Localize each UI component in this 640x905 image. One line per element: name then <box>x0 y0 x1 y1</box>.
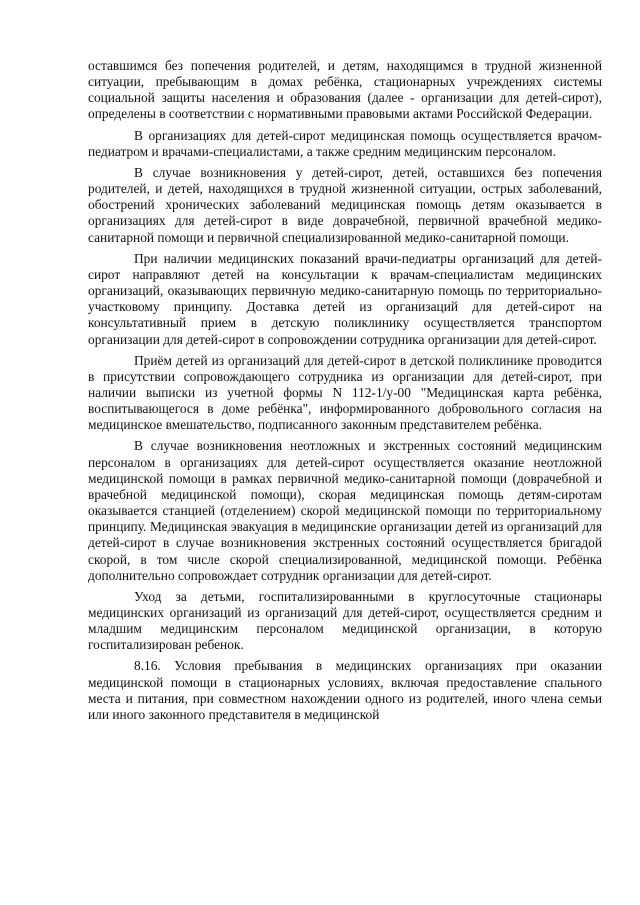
paragraph-section-8-16: 8.16. Условия пребывания в медицинских организациях при оказании медицинской помощи в стационарных условиях, включая предоставление спального места и питания, при совместном нахождении одного из родителей, иного члена семьи или иного законного представителя в медицинской <box>88 658 602 722</box>
paragraph-hospital-care: Уход за детьми, госпитализированными в круглосуточные стационары медицинских организаций из организаций для детей-сирот, осуществляется средним и младшим медицинским персоналом медицинской организации, в которую госпитализирован ребенок. <box>88 588 602 653</box>
paragraph-emergency-care: В случае возникновения неотложных и экстренных состояний медицинским персоналом в организациях для детей-сирот осуществляется оказание неотложной медицинской помощи в рамках первичной медико-санитарной помощи (доврачебной и врачебной медицинской помощи), скорая медицинская помощь детям-сиротам оказывается станцией (отделением) скорой медицинской помощи по территориальному принципу. Медицинская эвакуация в медицинские организации детей из организаций для детей-сирот в случае возникновения экстренных состояний осуществляется бригадой скорой, в том числе скорой специализированной, медицинской помощи. Ребёнка дополнительно сопровождает сотрудник организации для детей-сирот. <box>88 438 602 583</box>
document-page <box>88 58 602 728</box>
paragraph-medical-care-staff: В организациях для детей-сирот медицинская помощь осуществляется врачом-педиатром и врачами-специалистами, а также средним медицинским персоналом. <box>88 127 602 159</box>
paragraph-acute-diseases: В случае возникновения у детей-сирот, детей, оставшихся без попечения родителей, и детей, находящихся в трудной жизненной ситуации, острых заболеваний, обострений хронических заболеваний медицинская помощь детям оказывается в организациях для детей-сирот в виде доврачебной, первичной врачебной медико-санитарной помощи и первичной специализированной медико-санитарной помощи. <box>88 164 602 245</box>
paragraph-specialist-referral: При наличии медицинских показаний врачи-педиатры организаций для детей-сирот направляют детей на консультации к врачам-специалистам медицинских организаций, оказывающих первичную медико-санитарную помощь по территориально-участковому принципу. Доставка детей из организаций для детей-сирот на консультативный прием в детскую поликлинику осуществляется транспортом организации для детей-сирот в сопровождении сотрудника организации для детей-сирот. <box>88 250 602 347</box>
paragraph-polyclinic-reception: Приём детей из организаций для детей-сирот в детской поликлинике проводится в присутствии сопровождающего сотрудника из организации для детей-сирот, при наличии выписки из учетной формы N 112-1/у-00 "Медицинская карта ребёнка, воспитывающегося в доме ребёнка", информированного добровольного согласия на медицинское вмешательство, подписанного законным представителем ребёнка. <box>88 352 602 433</box>
paragraph-continuation: оставшимся без попечения родителей, и детям, находящимся в трудной жизненной ситуации, пребывающим в домах ребёнка, стационарных учреждениях системы социальной защиты населения и образования (далее - организации для детей-сирот), определены в соответствии с нормативными правовыми актами Российской Федерации. <box>88 58 602 122</box>
